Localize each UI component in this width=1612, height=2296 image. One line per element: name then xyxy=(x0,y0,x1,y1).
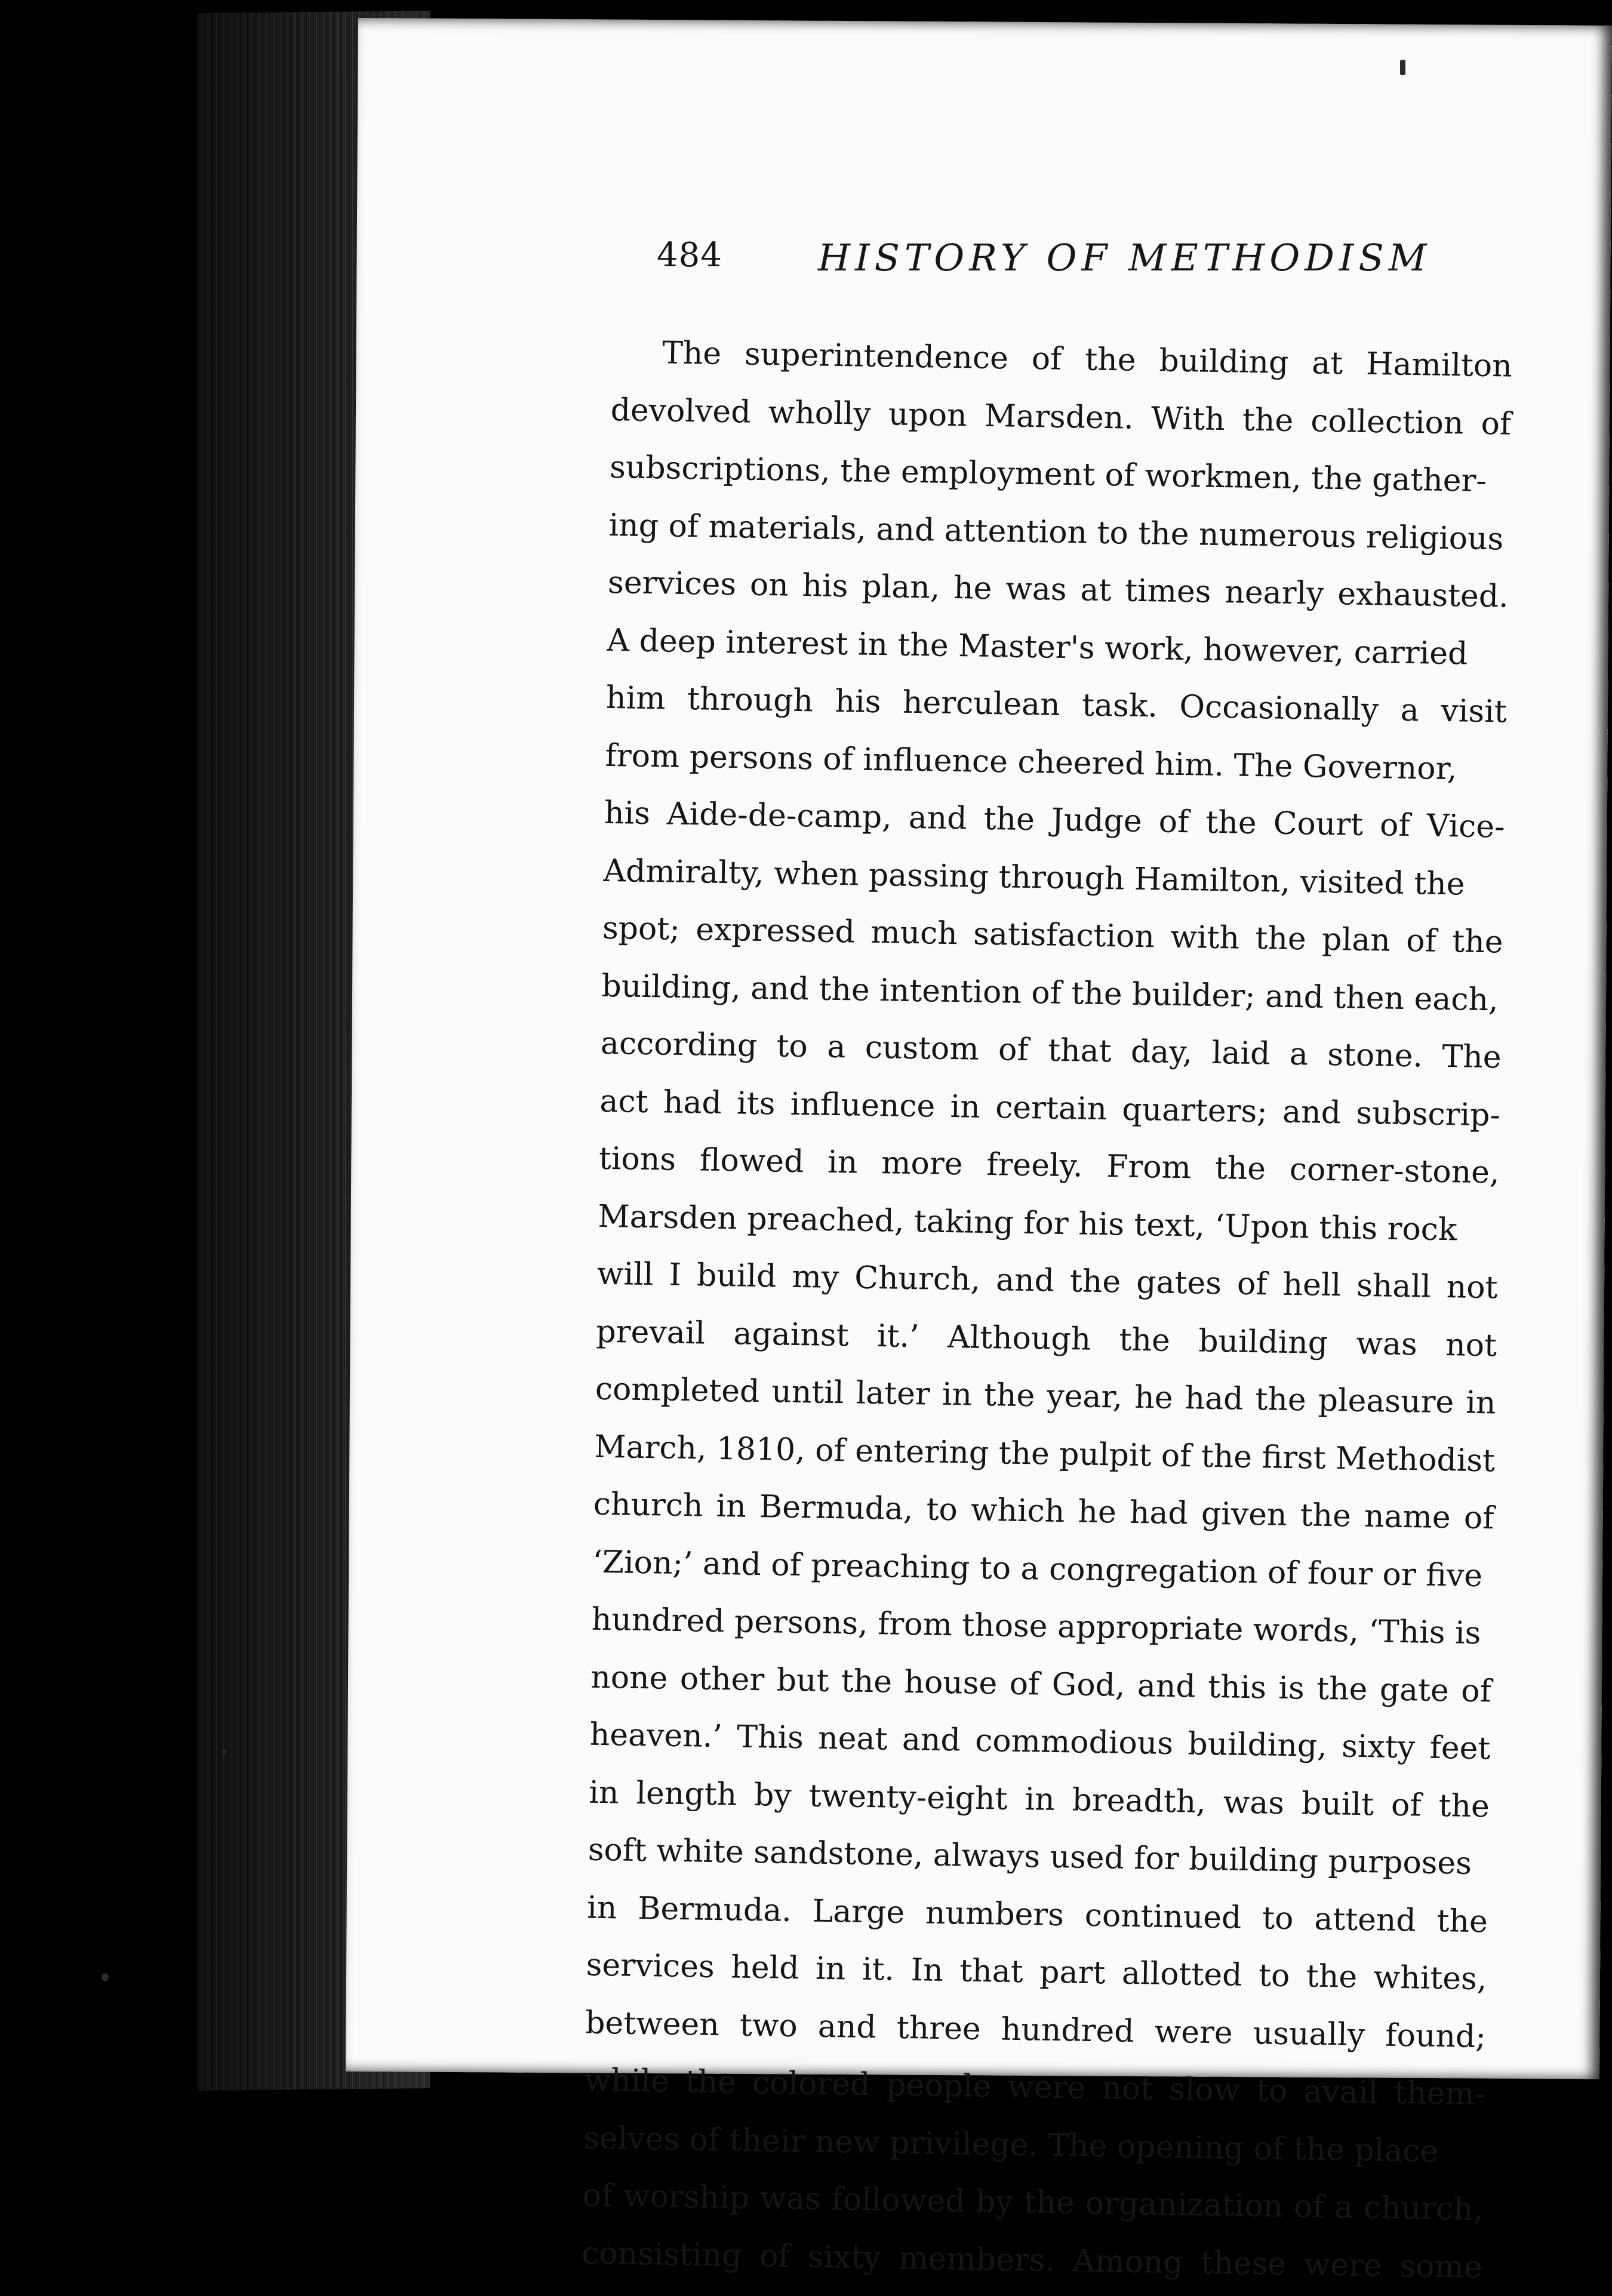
text-line: March, 1810, of entering the pulpit of the first Methodist xyxy=(593,1429,1496,1479)
page-number: 484 xyxy=(657,236,722,275)
dust-speck xyxy=(101,1973,109,1981)
text-line: ‘Zion;’ and of preaching to a congregation of four or five xyxy=(592,1544,1483,1594)
text-line: consisting of sixty members. Among these were some xyxy=(581,2235,1483,2285)
text-line: tions flowed in more freely. From the corner-stone, xyxy=(598,1140,1500,1191)
text-line: heaven.’ This neat and commodious building, sixty feet xyxy=(589,1716,1491,1767)
text-line: him through his herculean task. Occasionally a visit xyxy=(605,679,1508,730)
text-line: spot; expressed much satisfaction with the plan of the xyxy=(602,910,1504,961)
text-line: act had its influence in certain quarters; and subscrip- xyxy=(599,1083,1501,1134)
text-line: while the colored people were not slow to avail them- xyxy=(584,2062,1485,2113)
text-line: church in Bermuda, to which he had given the name of xyxy=(593,1486,1494,1537)
dust-speck xyxy=(1400,60,1405,75)
text-line: in length by twenty-eight in breadth, was built of the xyxy=(588,1774,1490,1824)
text-line: none other but the house of God, and this is the gate of xyxy=(590,1659,1492,1709)
text-line: A deep interest in the Master's work, however, carried xyxy=(607,622,1468,672)
text-line: building, and the intention of the builder; and then each, xyxy=(601,968,1499,1018)
text-line: Admiralty, when passing through Hamilton, visited the xyxy=(603,852,1465,903)
text-line: hundred persons, from those appropriate words, ‘This is xyxy=(591,1601,1481,1652)
text-line: selves of their new privilege. The opening of the place xyxy=(583,2120,1439,2169)
text-line: will I build my Church, and the gates of hell shall not xyxy=(596,1255,1498,1306)
text-line: Marsden preached, taking for his text, ‘Upon this rock xyxy=(598,1198,1457,1248)
text-line: devolved wholly upon Marsden. With the collection of xyxy=(610,392,1512,442)
running-head xyxy=(657,236,1552,301)
text-line: subscriptions, the employment of workmen, the gather- xyxy=(609,449,1487,500)
text-line: soft white sandstone, always used for building purposes xyxy=(587,1832,1472,1882)
text-line: according to a custom of that day, laid a stone. The xyxy=(600,1025,1502,1076)
text-line: completed until later in the year, he had the pleasure in xyxy=(595,1371,1496,1421)
text-line: his Aide-de-camp, and the Judge of the Court of Vice- xyxy=(604,795,1506,845)
text-line: ing of materials, and attention to the numerous religious xyxy=(608,507,1504,557)
text-line: between two and three hundred were usually found; xyxy=(584,2005,1487,2055)
text-line: services on his plan, he was at times nearly exhausted. xyxy=(607,564,1509,615)
text-line: in Bermuda. Large numbers continued to attend the xyxy=(586,1889,1488,1940)
text-line: from persons of influence cheered him. The Governor, xyxy=(605,737,1457,787)
body-text xyxy=(581,324,1513,2296)
text-line: services held in it. In that part allotted to the whites, xyxy=(586,1947,1487,1998)
text-line: of worship was followed by the organization of a church, xyxy=(582,2177,1484,2228)
dust-speck xyxy=(222,1749,226,1754)
text-line: The superintendence of the building at Hamilton xyxy=(662,335,1513,384)
running-title: HISTORY OF METHODISM xyxy=(818,236,1432,279)
text-line: prevail against it.’ Although the building was not xyxy=(596,1313,1497,1364)
